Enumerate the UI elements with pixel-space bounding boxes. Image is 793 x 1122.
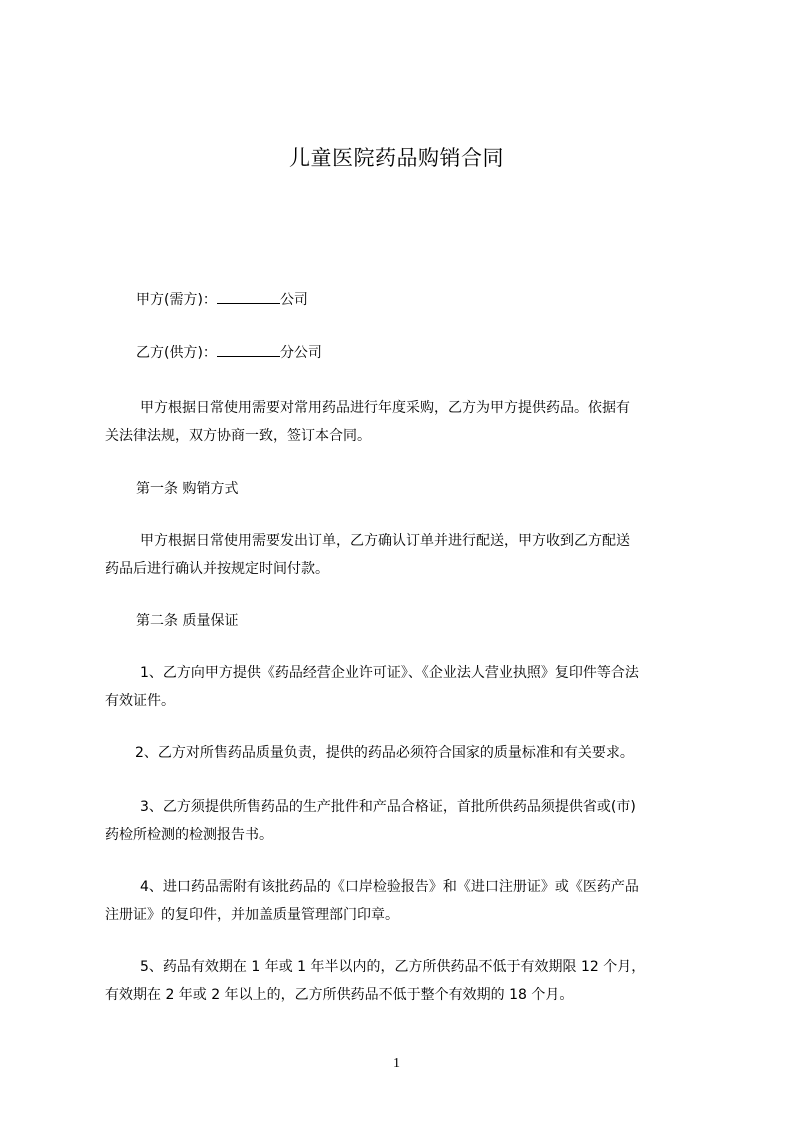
item-1-line-2: 有效证件。 xyxy=(105,693,175,709)
article-2-item-1 xyxy=(105,659,703,715)
article-2-item-3 xyxy=(105,793,703,849)
intro-line-1: 甲方根据日常使用需要对常用药品进行年度采购，乙方为甲方提供药品。依据有 xyxy=(140,400,630,416)
article-1-line-2: 药品后进行确认并按规定时间付款。 xyxy=(105,561,329,577)
item-4-line-2: 注册证》的复印件，并加盖质量管理部门印章。 xyxy=(105,907,399,923)
party-b-label: 乙方(供方)： xyxy=(136,345,217,361)
article-2-item-2 xyxy=(105,739,703,767)
party-a-line xyxy=(105,286,734,314)
party-b-line xyxy=(105,339,734,367)
party-b-suffix: 分公司 xyxy=(279,345,322,361)
intro-paragraph xyxy=(105,394,703,450)
article-2-item-5 xyxy=(105,953,703,1009)
item-5-line-1: 5、药品有效期在 1 年或 1 年半以内的，乙方所供药品不低于有效期限 12 个月， xyxy=(140,959,646,975)
article-1-heading: 第一条 购销方式 xyxy=(136,481,239,497)
party-a-suffix: 公司 xyxy=(279,292,308,308)
party-a-label: 甲方(需方)： xyxy=(136,292,217,308)
item-1-line-1: 1、乙方向甲方提供《药品经营企业许可证》、《企业法人营业执照》复印件等合法 xyxy=(140,665,639,681)
page-title: 儿童医院药品购销合同 xyxy=(289,146,504,170)
item-5-line-2: 有效期在 2 年或 2 年以上的，乙方所供药品不低于整个有效期的 18 个月。 xyxy=(105,987,574,1003)
item-4-line-1: 4、进口药品需附有该批药品的《口岸检验报告》和《进口注册证》或《医药产品 xyxy=(140,879,639,895)
intro-line-2: 关法律法规，双方协商一致，签订本合同。 xyxy=(105,428,371,444)
party-a-blank xyxy=(217,289,280,304)
article-2-heading: 第二条 质量保证 xyxy=(136,613,239,629)
article-2-item-4 xyxy=(105,873,703,929)
article-1-line-1: 甲方根据日常使用需要发出订单，乙方确认订单并进行配送，甲方收到乙方配送 xyxy=(140,533,630,549)
article-1-paragraph xyxy=(105,527,703,583)
item-2-line-1: 2、乙方对所售药品质量负责，提供的药品必须符合国家的质量标准和有关要求。 xyxy=(135,745,634,761)
party-b-blank xyxy=(217,342,280,357)
item-3-line-1: 3、乙方须提供所售药品的生产批件和产品合格证，首批所供药品须提供省或(市) xyxy=(140,799,636,815)
item-3-line-2: 药检所检测的检测报告书。 xyxy=(105,827,273,843)
page-number: 1 xyxy=(393,1056,400,1071)
